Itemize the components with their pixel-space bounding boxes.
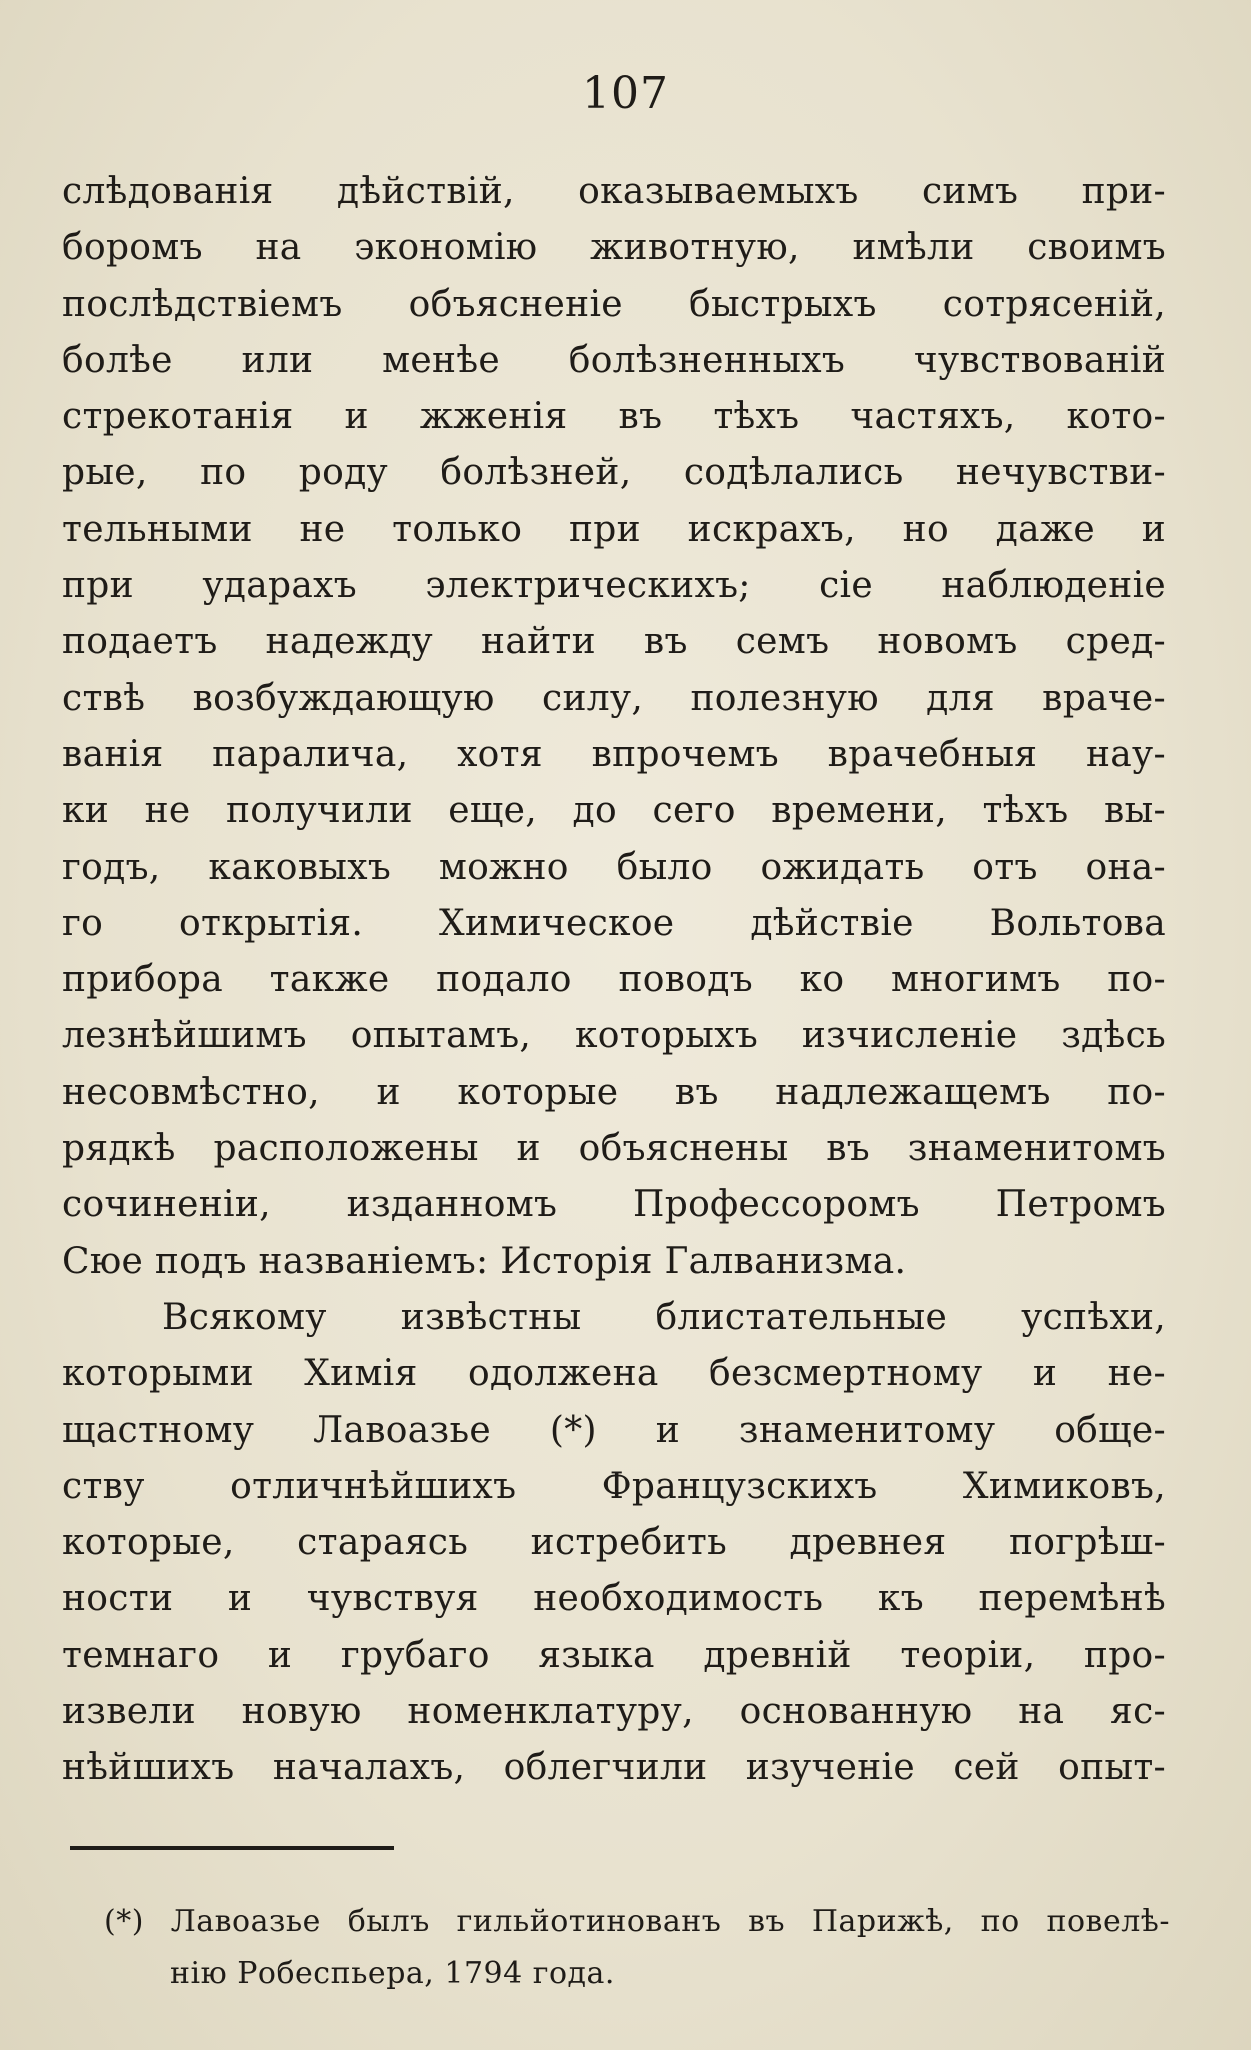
text-line: извели новую номенклатуру, основанную на яс- bbox=[62, 1691, 1166, 1733]
text-line: болѣе или менѣе болѣзненныхъ чувствованій bbox=[62, 339, 1166, 381]
text-line: прибора также подало поводъ ко многимъ по- bbox=[62, 959, 1166, 1001]
text-line: сочиненіи, изданномъ Профессоромъ Петромъ bbox=[62, 1184, 1166, 1226]
text-line: послѣдствіемъ объясненіе быстрыхъ сотрясеній, bbox=[62, 283, 1166, 325]
text-line: которыми Химія одолжена безсмертному и не- bbox=[62, 1353, 1166, 1395]
footnote-line: нію Робеспьера, 1794 года. bbox=[170, 1956, 615, 1991]
text-line: боромъ на экономію животную, имѣли своимъ bbox=[62, 227, 1166, 269]
main-text bbox=[62, 164, 1166, 1797]
text-line: слѣдованія дѣйствій, оказываемыхъ симъ при- bbox=[62, 171, 1166, 212]
text-line: Всякому извѣстны блистательные успѣхи, bbox=[162, 1296, 1166, 1338]
text-line: ству отличнѣйшихъ Французскихъ Химиковъ, bbox=[62, 1465, 1166, 1507]
footnote-separator bbox=[70, 1846, 394, 1850]
text-line: щастному Лавоазье (*) и знаменитому обще- bbox=[62, 1409, 1166, 1451]
footnote-text: Лавоазье былъ гильйотинованъ въ Парижѣ, по повелѣ- bbox=[170, 1904, 1170, 1939]
footnote-line bbox=[104, 1896, 1170, 1948]
text-line: рядкѣ расположены и объяснены въ знаменитомъ bbox=[62, 1128, 1166, 1170]
text-line: годъ, каковыхъ можно было ожидать отъ она- bbox=[62, 846, 1166, 888]
text-line: ности и чувствуя необходимость къ перемѣнѣ bbox=[62, 1578, 1166, 1620]
text-line: лезнѣйшимъ опытамъ, которыхъ изчисленіе здѣсь bbox=[62, 1015, 1166, 1057]
text-line: тельными не только при искрахъ, но даже и bbox=[62, 508, 1166, 550]
page-number: 107 bbox=[582, 68, 669, 119]
text-line: которые, стараясь истребить древнея погрѣш- bbox=[62, 1522, 1166, 1564]
text-line: ванія паралича, хотя впрочемъ врачебныя нау- bbox=[62, 733, 1166, 775]
text-line: темнаго и грубаго языка древній теоріи, про- bbox=[62, 1634, 1166, 1676]
text-line: ствѣ возбуждающую силу, полезную для враче- bbox=[62, 677, 1166, 719]
text-line: рые, по роду болѣзней, содѣлались нечувстви- bbox=[62, 452, 1166, 494]
text-line: при ударахъ электрическихъ; сіе наблюденіе bbox=[62, 565, 1166, 607]
text-line: нѣйшихъ началахъ, облегчили изученіе сей опыт- bbox=[62, 1747, 1166, 1789]
text-line: Сюе подъ названіемъ: Исторія Галванизма. bbox=[62, 1240, 907, 1282]
text-line: го открытія. Химическое дѣйствіе Вольтова bbox=[62, 902, 1166, 944]
text-line: стрекотанія и жженія въ тѣхъ частяхъ, кото- bbox=[62, 396, 1166, 438]
text-line: несовмѣстно, и которые въ надлежащемъ по- bbox=[62, 1071, 1166, 1113]
footnote-marker: (*) bbox=[104, 1904, 144, 1939]
footnote bbox=[104, 1896, 1170, 2000]
text-line: ки не получили еще, до сего времени, тѣхъ вы- bbox=[62, 790, 1166, 832]
text-line: подаетъ надежду найти въ семъ новомъ сред- bbox=[62, 621, 1166, 663]
